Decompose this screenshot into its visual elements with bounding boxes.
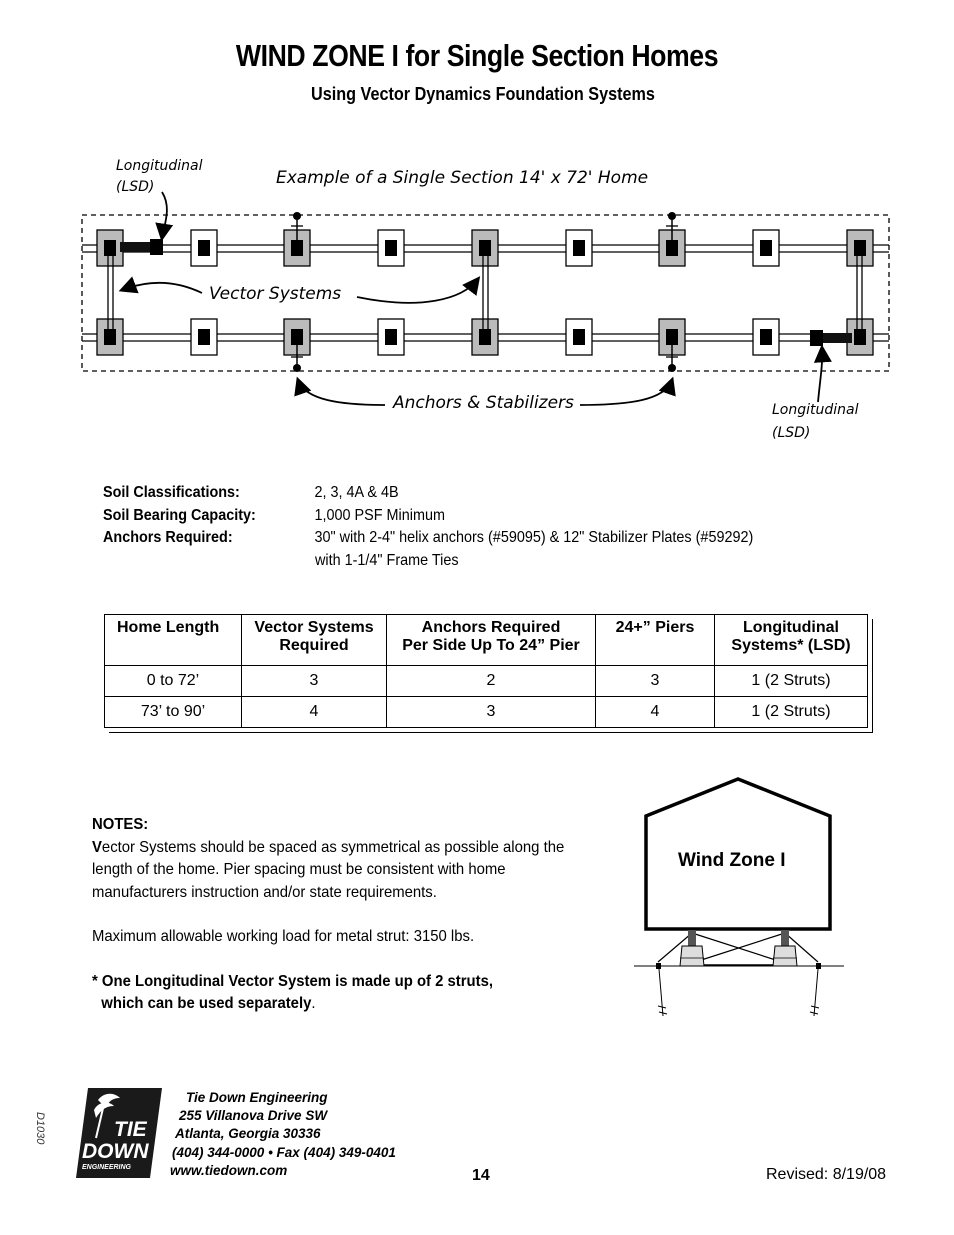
lsd-right-label-line1: Longitudinal [772,402,859,418]
spec-anchors-label: Anchors Required: [103,529,233,546]
cell-piers: 3 [596,666,715,697]
lsd-left-label-line1: Longitudinal [116,158,203,174]
header-anchors-required: Anchors Required Per Side Up To 24” Pier [387,615,596,666]
page-title: WIND ZONE I for Single Section Homes [235,38,719,73]
spec-anchors-value-2: with 1-1/4" Frame Ties [315,552,459,569]
piers-bottom-row [97,319,873,355]
pier-block-top-2 [198,240,210,256]
cell-anchors: 2 [387,666,596,697]
notes-para-3-line1: * One Longitudinal Vector System is made up of 2 struts, [92,972,494,990]
vector-systems-label: Vector Systems [209,284,342,304]
spec-soil-class-value: 2, 3, 4A & 4B [314,484,399,501]
spec-soil-class-label: Soil Classifications: [103,484,240,501]
logo-text-down: DOWN [82,1140,149,1163]
revised-date: Revised: 8/19/08 [766,1166,887,1183]
tie-down-logo [74,1086,164,1180]
pier-block-top-6 [573,240,585,256]
notes-heading: NOTES: [92,816,149,833]
header-vector-systems: Vector Systems Required [242,615,387,666]
lsd-left-label-line2: (LSD) [116,179,155,195]
anchor-left [656,963,667,1016]
company-city: Atlanta, Georgia 30336 [175,1126,321,1142]
spec-bearing-value: 1,000 PSF Minimum [314,507,445,524]
lsd-left-label [116,156,203,198]
diagram-caption: Example of a Single Section 14' x 72' Home [276,168,649,188]
spec-soil-class [103,484,399,502]
cell-longitudinal: 1 (2 Struts) [715,697,868,728]
pier-block-bottom-5 [479,329,491,345]
pier-block-bottom-6 [573,329,585,345]
header-piers: 24+” Piers [596,615,715,666]
company-phone: (404) 344-0000 • Fax (404) 349-0401 [172,1144,396,1160]
pier-block-top-1 [104,240,116,256]
logo-text-tie: TIE [114,1118,147,1141]
vector-arrow-right [357,279,478,303]
anchors-stabilizers-label: Anchors & Stabilizers [393,393,574,413]
anchors-arrow-left [298,380,385,405]
document-code: D1030 [34,1112,46,1145]
logo-text-engineering: ENGINEERING [82,1164,132,1171]
spec-bearing [103,507,445,525]
notes-para-1: Vector Systems should be spaced as symmetrical as possible along the length of the home. Pier spacing must be consistent with home manufacturers instruction and/or state requirements. [92,838,565,901]
cell-vector-systems: 4 [242,697,387,728]
spec-bearing-label: Soil Bearing Capacity: [103,507,256,524]
lsd-right-arrow [818,348,822,402]
pier-block-top-4 [385,240,397,256]
company-website: www.tiedown.com [170,1162,288,1178]
spec-anchors [103,529,753,547]
piers-top-row [97,230,873,266]
spec-anchors-value-1: 30" with 2-4" helix anchors (#59095) & 12" Stabilizer Plates (#59292) [314,529,754,546]
table-header-row [105,615,868,666]
company-name: Tie Down Engineering [186,1090,328,1105]
pier-block-top-5 [479,240,491,256]
notes-section [92,814,585,1016]
lsd-right-label-line2: (LSD) [772,425,811,441]
pier-block-top-8 [760,240,772,256]
anchor-right [810,963,821,1016]
pier-block-bottom-9 [854,329,866,345]
table-row [105,697,868,728]
cell-home-length: 0 to 72’ [105,666,242,697]
pier-block-bottom-2 [198,329,210,345]
company-street: 255 Villanova Drive SW [179,1108,328,1124]
cell-piers: 4 [596,697,715,728]
vector-arrow-left [122,283,202,293]
cell-anchors: 3 [387,697,596,728]
pier-block-bottom-1 [104,329,116,345]
house-section-diagram [630,772,850,1022]
pier-block-top-9 [854,240,866,256]
company-address [170,1089,396,1180]
requirements-table [104,614,868,728]
header-longitudinal: Longitudinal Systems* (LSD) [715,615,868,666]
page-subtitle: Using Vector Dynamics Foundation Systems [311,84,655,104]
page-number: 14 [472,1167,490,1184]
notes-para-2: Maximum allowable working load for metal strut: 3150 lbs. [92,928,475,945]
pier-block-bottom-4 [385,329,397,345]
cell-longitudinal: 1 (2 Struts) [715,666,868,697]
cell-vector-systems: 3 [242,666,387,697]
notes-para-3-line2: which can be used separately. [101,995,316,1012]
house-label: Wind Zone I [678,850,786,871]
header-home-length: Home Length [105,615,242,666]
lsd-right-label [772,399,859,445]
table-row [105,666,868,697]
pier-block-bottom-8 [760,329,772,345]
cell-home-length: 73’ to 90’ [105,697,242,728]
anchors-arrow-right [580,380,672,405]
lsd-strut-right [810,330,852,346]
